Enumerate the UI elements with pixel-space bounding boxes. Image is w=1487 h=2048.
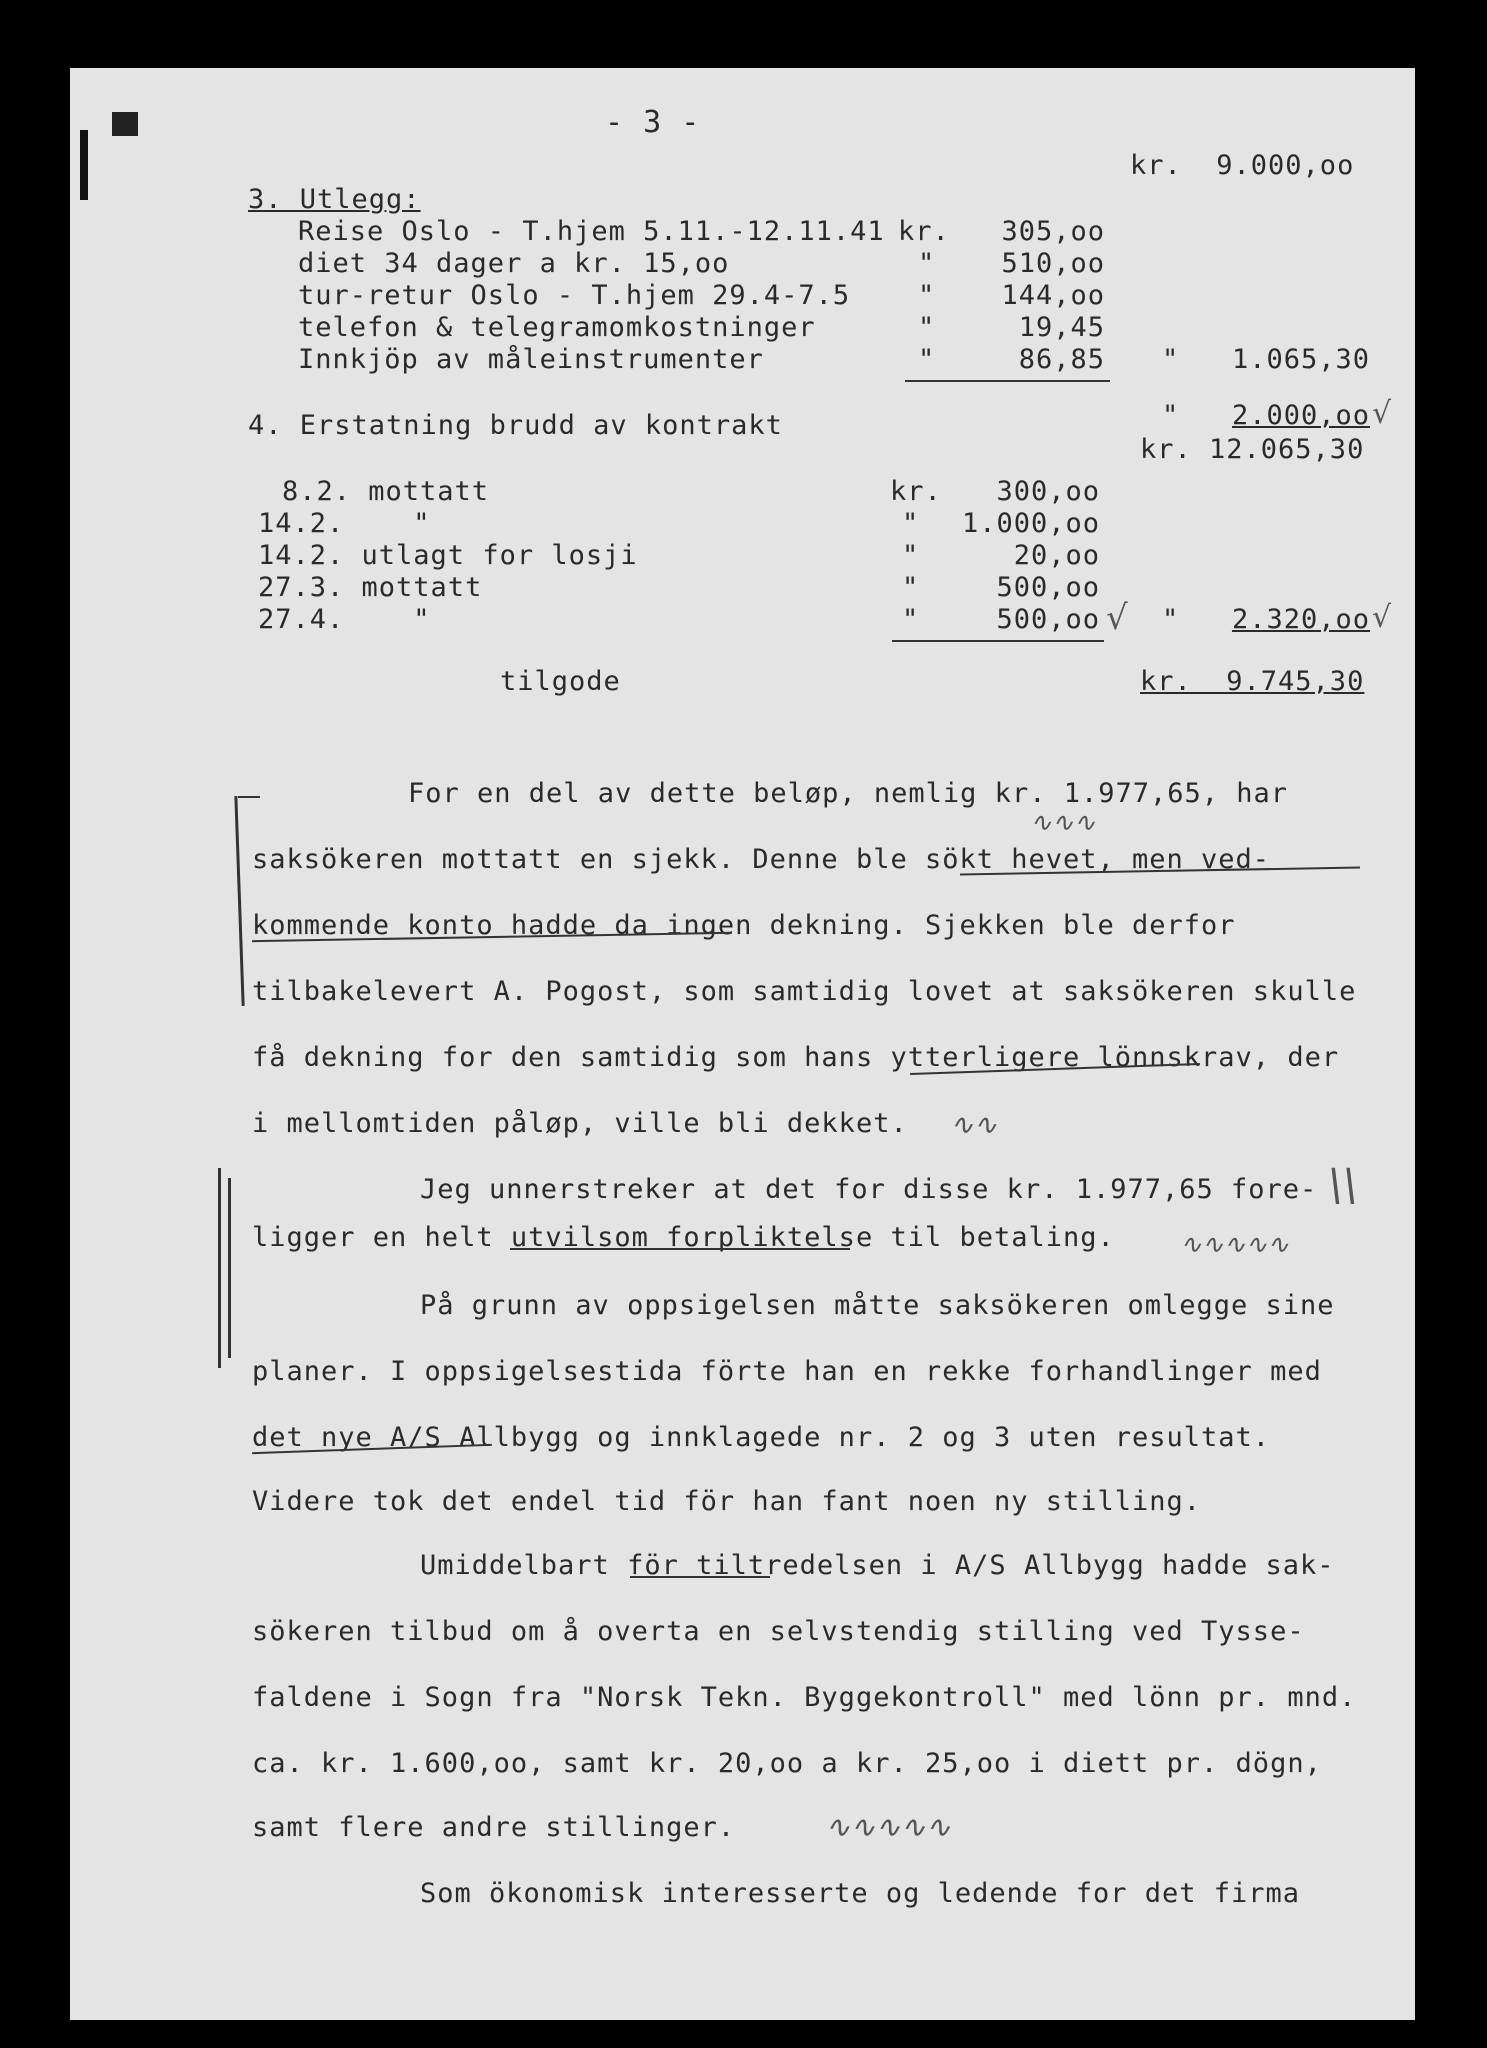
payment-amount: 500,oo: [996, 572, 1100, 603]
tilgode-label: tilgode: [500, 666, 621, 697]
body-line: faldene i Sogn fra "Norsk Tekn. Byggekontroll" med lönn pr. mnd.: [252, 1682, 1357, 1713]
payment-line: 27.3. mottatt: [258, 572, 483, 603]
body-line: det nye A/S Allbygg og innklagede nr. 2 og 3 uten resultat.: [252, 1422, 1271, 1453]
payments-rule: [892, 640, 1104, 642]
payment-line: 14.2. utlagt for losji: [258, 540, 638, 571]
section4-title: 4. Erstatning brudd av kontrakt: [248, 410, 783, 441]
expense-amount: 305,oo: [1001, 216, 1105, 247]
expense-currency: ": [918, 280, 936, 311]
body-line: saksökeren mottatt en sjekk. Denne ble sökt hevet, men ved-: [252, 844, 1271, 875]
body-line: kommende konto hadde da ingen dekning. Sjekken ble derfor: [252, 910, 1236, 941]
body-line: samt flere andre stillinger.: [252, 1812, 736, 1843]
body-line: På grunn av oppsigelsen måtte saksökeren omlegge sine: [420, 1290, 1335, 1321]
pencil-scribble-icon: ∿∿∿∿∿: [1180, 1230, 1289, 1260]
body-line: Jeg unnerstreker at det for disse kr. 1.977,65 fore-: [420, 1174, 1318, 1205]
pencil-double-stroke-icon: \\: [1328, 1160, 1358, 1211]
expense-amount: 19,45: [1018, 312, 1105, 343]
binder-mark: [112, 112, 138, 136]
payment-amount: 500,oo: [996, 604, 1100, 635]
margin-bracket-tick: [238, 796, 260, 798]
expense-line: tur-retur Oslo - T.hjem 29.4-7.5: [298, 280, 851, 311]
body-line: planer. I oppsigelsestida förte han en rekke forhandlinger med: [252, 1356, 1322, 1387]
pencil-underline: [630, 1576, 770, 1578]
body-line: Videre tok det endel tid för han fant noen ny stilling.: [252, 1486, 1202, 1517]
payments-total: 2.320,oo: [1231, 604, 1370, 635]
pencil-scribble-icon: ∿∿: [950, 1108, 997, 1141]
section3-title: 3. Utlegg:: [248, 184, 421, 215]
payment-currency: ": [902, 572, 920, 603]
margin-bracket: [234, 796, 244, 1006]
check-mark-icon: √: [1106, 598, 1128, 638]
body-line: i mellomtiden påløp, ville bli dekket.: [252, 1108, 908, 1139]
expense-currency: ": [918, 344, 936, 375]
payment-currency: ": [902, 540, 920, 571]
body-line: ligger en helt utvilsom forpliktelse til betaling.: [252, 1222, 1115, 1253]
section4-total: 2.000,oo: [1231, 400, 1370, 431]
binder-mark: [80, 130, 88, 200]
body-line: få dekning for den samtidig som hans ytterligere lönnskrav, der: [252, 1042, 1340, 1073]
document-page: [70, 68, 1415, 2020]
margin-bracket: [218, 1168, 221, 1368]
expense-amount: 510,oo: [1001, 248, 1105, 279]
carried-amount: kr. 9.000,oo: [1130, 150, 1355, 181]
expense-line: diet 34 dager a kr. 15,oo: [298, 248, 730, 279]
check-mark-icon: √: [1372, 600, 1392, 635]
expense-currency: kr.: [898, 216, 950, 247]
pencil-scribble-icon: ∿∿∿: [1030, 808, 1096, 838]
section4-currency: ": [1162, 400, 1180, 431]
body-line: sökeren tilbud om å overta en selvstendig stilling ved Tysse-: [252, 1616, 1305, 1647]
page-number: - 3 -: [605, 105, 701, 140]
expense-amount: 144,oo: [1001, 280, 1105, 311]
payment-amount: 300,oo: [996, 476, 1100, 507]
expense-line: telefon & telegramomkostninger: [298, 312, 816, 343]
payment-amount: 20,oo: [1013, 540, 1100, 571]
section3-total: 1.065,30: [1231, 344, 1370, 375]
expense-currency: ": [918, 312, 936, 343]
payment-line: 14.2. ": [258, 508, 431, 539]
pencil-underline: [510, 1248, 850, 1250]
body-line: tilbakelevert A. Pogost, som samtidig lovet at saksökeren skulle: [252, 976, 1357, 1007]
payments-total-currency: ": [1162, 604, 1180, 635]
expense-amount: 86,85: [1018, 344, 1105, 375]
payment-line: 8.2. mottatt: [282, 476, 490, 507]
body-line: Umiddelbart för tiltredelsen i A/S Allbygg hadde sak-: [420, 1550, 1335, 1581]
expense-currency: ": [918, 248, 936, 279]
check-mark-icon: √: [1372, 396, 1392, 431]
payment-currency: ": [902, 508, 920, 539]
body-line: For en del av dette beløp, nemlig kr. 1.977,65, har: [408, 778, 1289, 809]
pencil-scribble-icon: ∿∿∿∿∿: [825, 1810, 951, 1845]
payment-currency: ": [902, 604, 920, 635]
body-line: Som ökonomisk interesserte og ledende for det firma: [420, 1878, 1301, 1909]
section3-total-currency: ": [1162, 344, 1180, 375]
tilgode-amount: kr. 9.745,30: [1140, 666, 1365, 697]
margin-bracket: [228, 1178, 231, 1358]
payment-line: 27.4. ": [258, 604, 431, 635]
running-sum: kr. 12.065,30: [1140, 434, 1365, 465]
payment-currency: kr.: [890, 476, 942, 507]
body-line: ca. kr. 1.600,oo, samt kr. 20,oo a kr. 25,oo i diett pr. dögn,: [252, 1748, 1322, 1779]
payment-amount: 1.000,oo: [961, 508, 1100, 539]
expense-line: Reise Oslo - T.hjem 5.11.-12.11.41: [298, 216, 885, 247]
subtotal-rule: [905, 380, 1110, 382]
expense-line: Innkjöp av måleinstrumenter: [298, 344, 764, 375]
